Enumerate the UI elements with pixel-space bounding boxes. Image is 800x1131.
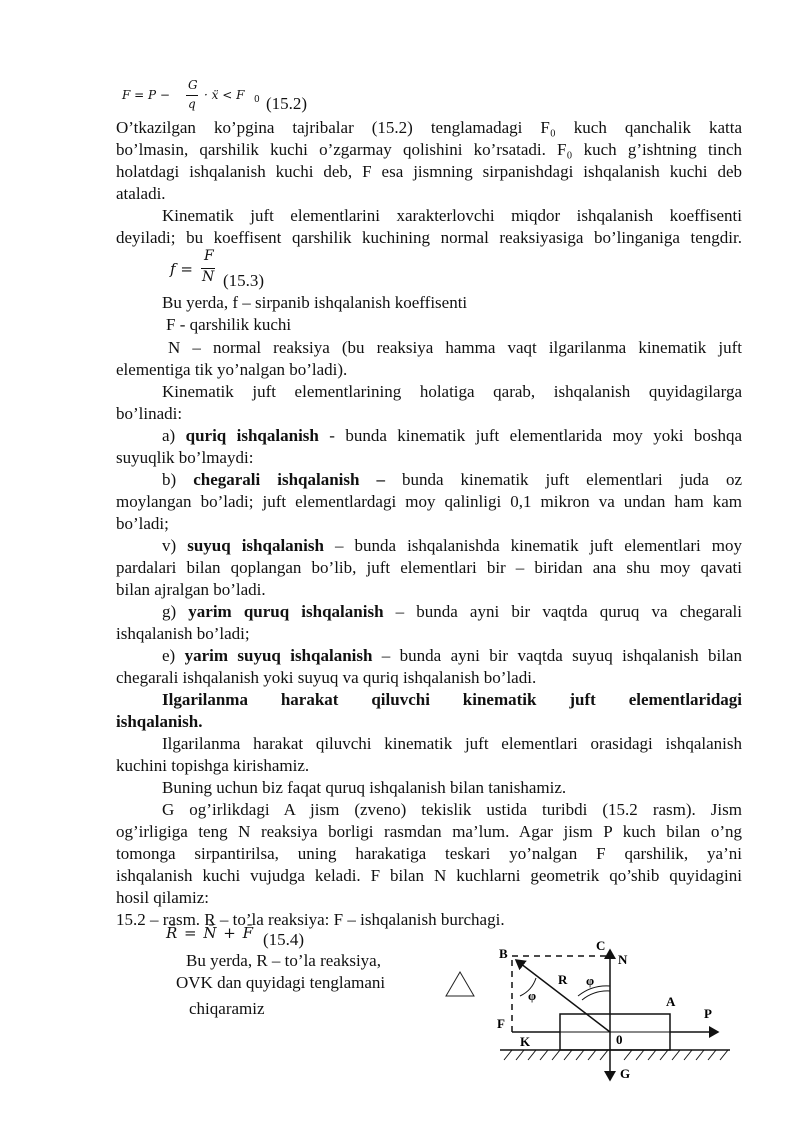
list-b-text: bunda kinematik juft elementlari juda oz (384, 470, 742, 489)
list-g-term: yarim quruq ishqalanish (188, 602, 384, 621)
list-v-term: suyuq ishqalanish (187, 536, 324, 555)
formula-15-2-sub: 0 (254, 95, 260, 105)
formula-15-2-frac-num: G (188, 78, 198, 92)
p4-line-1: Ilgarilanma harakat qiluvchi kinematik juft elementlari orasidagi ishqalanish (162, 734, 742, 753)
p3-line-1: Kinematik juft elementlarining holatiga qarab, ishqalanish quyidagilarga (162, 382, 742, 401)
list-b-line-2: moylangan bo’ladi; juft elementlardagi moy qalinligi 0,1 mikron va undan ham kam (116, 492, 742, 511)
list-a-prefix: a) (162, 426, 186, 445)
def-f: Bu yerda, f – sirpanib ishqalanish koeffisenti (162, 293, 468, 312)
label-R: R (558, 972, 568, 987)
formula-15-4-expr: R̄ = N̄ + F̄ (166, 924, 255, 942)
formula-15-2-label: (15.2) (266, 94, 308, 113)
formula-15-3 (170, 248, 290, 292)
p5-line-1: Buning uchun biz faqat quruq ishqalanish bilan tanishamiz. (162, 778, 567, 797)
list-a-text: - bunda kinematik juft elementlarida moy yoki boshqa (318, 426, 742, 445)
list-b-prefix: b) (162, 470, 194, 489)
list-item-v (162, 535, 742, 557)
p6-line-5: hosil qilamiz: (116, 888, 210, 907)
p6-line-2: og’irligiga teng N reaksiya borligi rasmdan ma’lum. Agar jism P kuch bilan o’ng (116, 822, 742, 841)
list-item-g (162, 601, 742, 623)
list-g-line-2: ishqalanish bo’ladi; (116, 624, 250, 643)
label-P: P (704, 1006, 712, 1021)
label-A: A (666, 994, 676, 1009)
friction-force-diagram (490, 936, 740, 1086)
formula-15-3-label: (15.3) (223, 271, 265, 290)
list-e-prefix: e) (162, 646, 185, 665)
formula-15-2-rest: · ẍ < F (204, 88, 245, 102)
formula-15-4 (166, 924, 406, 950)
p1-line-1: O’tkazilgan ko’pgina tajribalar (15.2) tenglamadagi F₀ kuch qanchalik katta (116, 118, 742, 137)
p1-line-4: ataladi. (116, 184, 166, 203)
p7-line-1: Bu yerda, R – to’la reaksiya, (186, 951, 381, 970)
label-B: B (499, 946, 508, 961)
p6-line-4: ishqalanish kuchi vujudga keladi. F bilan N kuchlarni geometrik qo’shib quyidagini (116, 866, 742, 885)
list-item-b (162, 469, 742, 491)
formula-15-2-frac-bar (186, 95, 198, 96)
section-heading-line-1: Ilgarilanma harakat qiluvchi kinematik juft elementlaridagi (162, 690, 742, 709)
label-phi-left: φ (528, 988, 537, 1003)
formula-15-3-num: F (204, 248, 214, 264)
p1-line-2: bo’lmasin, qarshilik kuchi o’zgarmay qolishini ko’rsatadi. F₀ kuch g’ishtning tinch (116, 140, 742, 159)
p3-line-2: bo’linadi: (116, 404, 183, 423)
p7-line-3: chiqaramiz (189, 999, 265, 1018)
p6-line-1: G og’irlikdagi A jism (zveno) tekislik ustida turibdi (15.2 rasm). Jism (162, 800, 742, 819)
formula-15-3-lhs: f = (170, 260, 193, 278)
label-O: 0 (616, 1032, 623, 1047)
list-v-prefix: v) (162, 536, 188, 555)
p4-line-2: kuchini topishga kirishamiz. (116, 756, 310, 775)
formula-15-2 (122, 78, 382, 118)
label-F: F (497, 1016, 505, 1031)
list-a-line-2: suyuqlik bo’lmaydi: (116, 448, 254, 467)
def-N-line-2: elementiga tik yo’nalgan bo’ladi). (116, 360, 348, 379)
list-b-term: chegarali ishqalanish – (193, 470, 385, 489)
triangle-symbol (444, 970, 476, 998)
def-F: F - qarshilik kuchi (166, 315, 292, 334)
def-N-line-1: N – normal reaksiya (bu reaksiya hamma vaqt ilgarilanma kinematik juft (168, 338, 742, 357)
p6-line-3: tomonga sirpantirilsa, uning harakatiga teskari yo’nalgan F qarshilik, ya’ni (116, 844, 742, 863)
label-K: K (520, 1034, 531, 1049)
list-item-e (162, 645, 742, 667)
label-N: N (618, 952, 628, 967)
formula-15-2-frac-den: q (188, 97, 196, 111)
list-v-line-2: pardalari bilan qoplangan bo’lib, juft elementlari bir – biridan ana shu moy qavati (116, 558, 742, 577)
formula-15-4-label: (15.4) (263, 930, 305, 949)
figure-caption: 15.2 – rasm. R – to’la reaksiya: F – ishqalanish burchagi. (116, 910, 505, 929)
list-b-line-3: bo’ladi; (116, 514, 169, 533)
p2-line-1: Kinematik juft elementlarini xarakterlovchi miqdor ishqalanish koeffisenti (162, 206, 742, 225)
list-e-term: yarim suyuq ishqalanish (184, 646, 373, 665)
formula-15-3-den: N (202, 269, 215, 285)
formula-15-2-lhs: F = P − (122, 88, 170, 102)
ground-hatching (504, 1050, 728, 1060)
label-C: C (596, 938, 606, 953)
list-g-prefix: g) (162, 602, 189, 621)
list-a-term: quriq ishqalanish (185, 426, 319, 445)
label-phi-right: φ (586, 973, 595, 988)
list-item-a (162, 425, 742, 447)
p7-line-2: OVK dan quyidagi tenglamani (176, 973, 386, 992)
list-e-text: – bunda ayni bir vaqtda suyuq ishqalanish bilan (372, 646, 742, 665)
p1-line-3: holatdagi ishqalanish kuchi deb, F esa jismning sirpanishdagi ishqalanish kuchi deb (116, 162, 742, 181)
p2-line-2: deyiladi; bu koeffisent qarshilik kuchining normal reaksiyasiga bo’linganiga tengdir. (116, 228, 742, 247)
list-v-line-3: bilan ajralgan bo’ladi. (116, 580, 266, 599)
list-v-text: – bunda ishqalanishda kinematik juft elementlari moy (323, 536, 742, 555)
label-G: G (620, 1066, 631, 1081)
list-g-text: – bunda ayni bir vaqtda quruq va chegarali (383, 602, 742, 621)
list-e-line-2: chegarali ishqalanish yoki suyuq va quriq ishqalanish bo’ladi. (116, 668, 537, 687)
angle-phi-arc-2 (582, 991, 610, 1000)
section-heading-line-2: ishqalanish. (116, 712, 203, 731)
